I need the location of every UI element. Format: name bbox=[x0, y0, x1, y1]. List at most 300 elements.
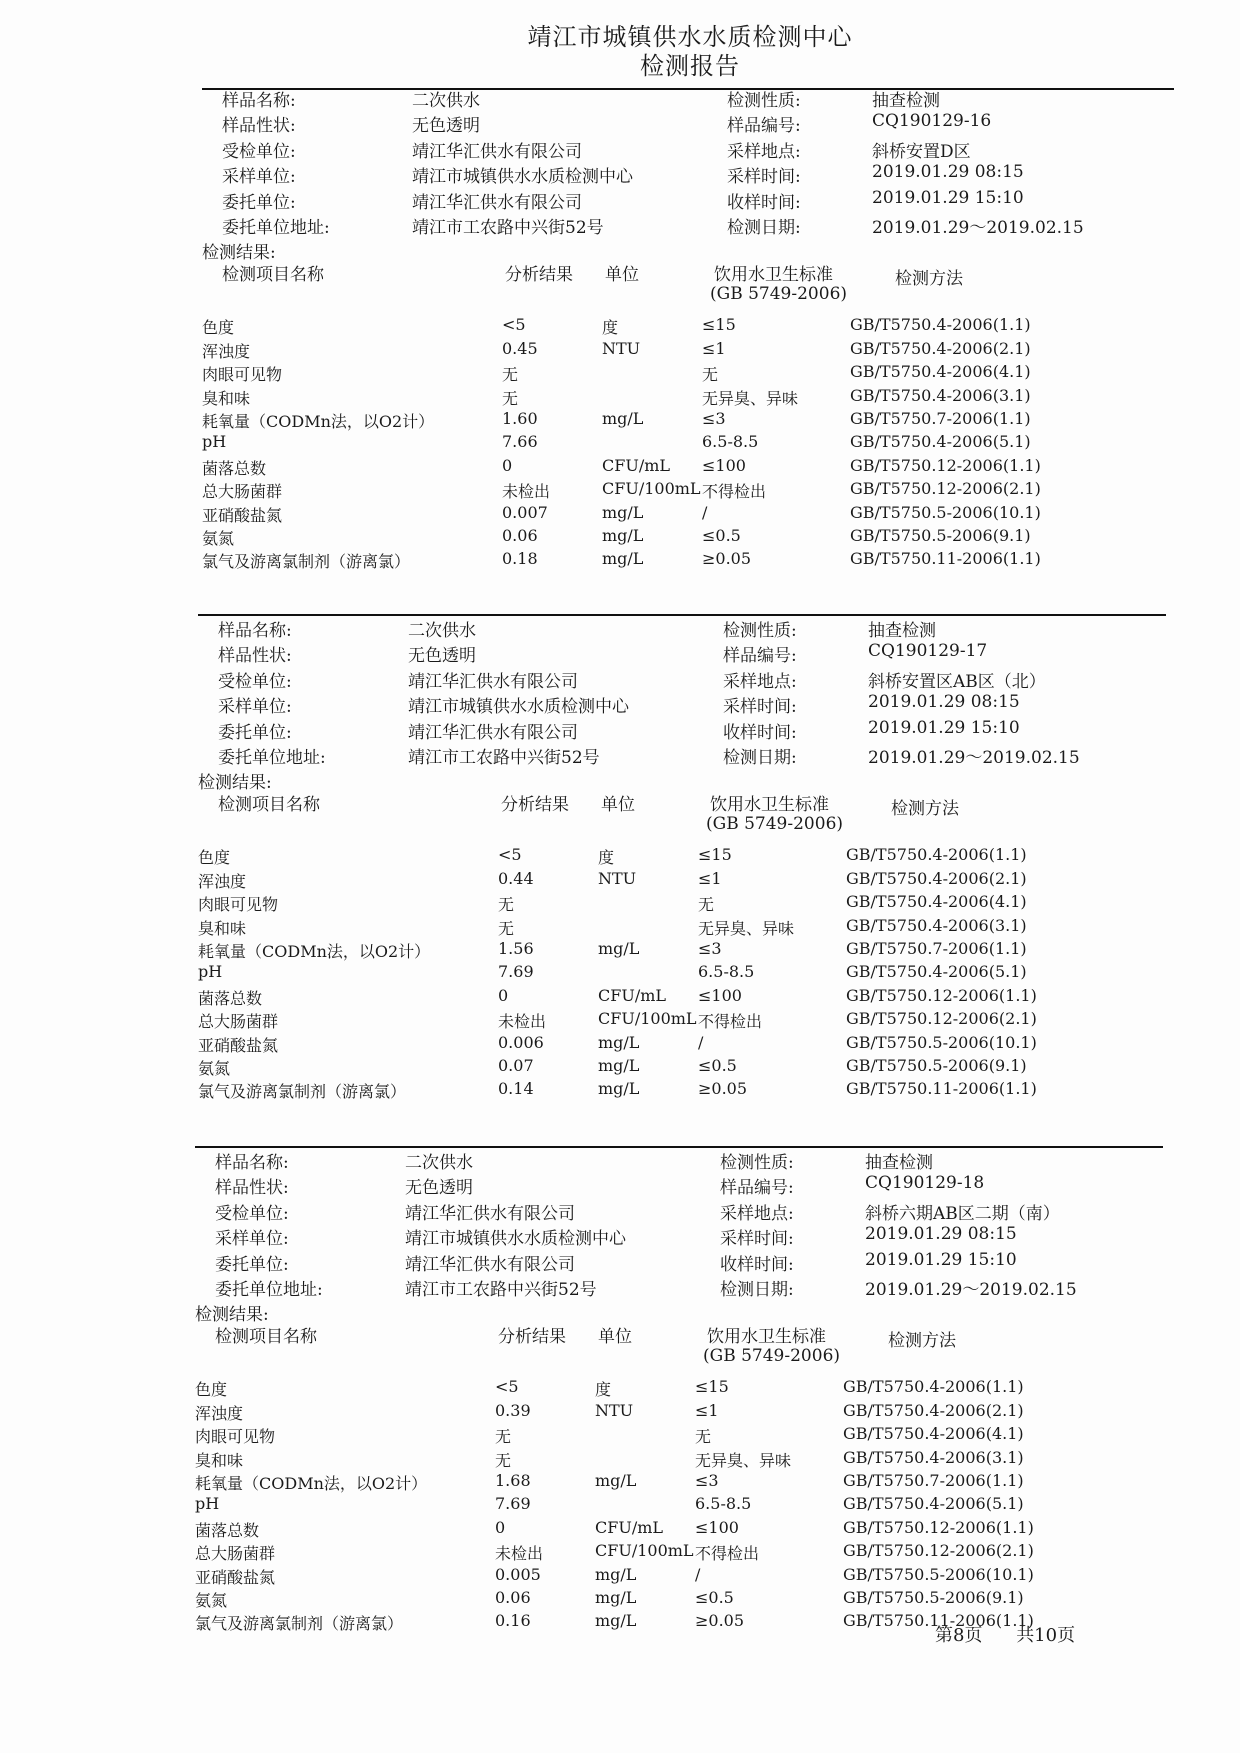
info-value-test-date: 2019.01.29～2019.02.15 bbox=[865, 1280, 1077, 1300]
cell-method: GB/T5750.4-2006(1.1) bbox=[850, 315, 1031, 335]
result-row-odor-taste bbox=[198, 916, 1158, 939]
info-value-sampling-site: 斜桥安置D区 bbox=[872, 141, 971, 162]
cell-result: 0.06 bbox=[495, 1588, 531, 1607]
cell-method: GB/T5750.12-2006(2.1) bbox=[843, 1541, 1034, 1561]
info-label-sampling-unit: 采样单位: bbox=[218, 697, 292, 718]
info-row bbox=[202, 86, 1162, 110]
cell-unit: mg/L bbox=[598, 1032, 640, 1052]
cell-method: GB/T5750.4-2006(3.1) bbox=[843, 1447, 1024, 1467]
result-row-visible-matter bbox=[198, 892, 1158, 915]
cell-standard: ≤0.5 bbox=[698, 1056, 737, 1075]
result-row-cod bbox=[198, 939, 1158, 962]
cell-result: 7.69 bbox=[495, 1494, 531, 1514]
cell-standard: / bbox=[695, 1564, 701, 1584]
info-row bbox=[198, 743, 1158, 767]
info-row bbox=[198, 718, 1158, 742]
cell-item: 肉眼可见物 bbox=[195, 1427, 276, 1447]
column-header-result: 分析结果 bbox=[505, 265, 573, 286]
info-label-sampling-time: 采样时间: bbox=[727, 167, 801, 188]
info-label-client-address: 委托单位地址: bbox=[215, 1280, 323, 1300]
page-number: 第8页 bbox=[935, 1625, 983, 1646]
cell-unit: mg/L bbox=[598, 939, 640, 958]
cell-unit: mg/L bbox=[595, 1588, 637, 1607]
report-block bbox=[198, 616, 1178, 1136]
cell-item: 臭和味 bbox=[198, 918, 247, 938]
result-row-coliform bbox=[198, 1009, 1158, 1032]
cell-item: 肉眼可见物 bbox=[198, 895, 279, 915]
info-value-sampling-unit: 靖江市城镇供水水质检测中心 bbox=[412, 167, 633, 188]
info-value-client-address: 靖江市工农路中兴街52号 bbox=[412, 218, 604, 238]
cell-unit: mg/L bbox=[598, 1056, 640, 1075]
cell-item: 色度 bbox=[202, 318, 235, 338]
cell-result: 无 bbox=[498, 895, 515, 915]
info-row bbox=[202, 137, 1162, 161]
cell-item: 亚硝酸盐氮 bbox=[195, 1567, 276, 1587]
result-row-cod bbox=[195, 1471, 1155, 1494]
cell-method: GB/T5750.4-2006(5.1) bbox=[846, 962, 1027, 982]
info-row bbox=[198, 692, 1158, 716]
info-label-sample-name: 样品名称: bbox=[218, 621, 292, 641]
cell-method: GB/T5750.5-2006(10.1) bbox=[850, 502, 1041, 522]
cell-item: 菌落总数 bbox=[195, 1520, 260, 1540]
cell-item: 色度 bbox=[195, 1380, 228, 1400]
cell-result: 0 bbox=[498, 985, 509, 1005]
result-row-nitrite bbox=[198, 1033, 1158, 1056]
info-row bbox=[195, 1224, 1155, 1248]
result-row-odor-taste bbox=[202, 386, 1162, 409]
column-header-standard-code: (GB 5749-2006) bbox=[706, 814, 844, 835]
info-value-sampling-unit: 靖江市城镇供水水质检测中心 bbox=[408, 697, 629, 718]
cell-result: 无 bbox=[502, 388, 519, 408]
info-label-client-address: 委托单位地址: bbox=[222, 218, 330, 238]
info-label-inspected-unit: 受检单位: bbox=[215, 1203, 289, 1224]
cell-result: 0 bbox=[495, 1517, 506, 1537]
info-label-sample-state: 样品性状: bbox=[222, 116, 296, 137]
cell-result: 0.005 bbox=[495, 1564, 541, 1584]
cell-method: GB/T5750.12-2006(1.1) bbox=[843, 1517, 1034, 1537]
cell-result: 0.06 bbox=[502, 526, 538, 545]
column-header-std: 饮用水卫生标准 bbox=[710, 795, 829, 816]
cell-unit: CFU/100mL bbox=[595, 1541, 694, 1561]
cell-standard: 不得检出 bbox=[695, 1544, 760, 1564]
cell-result: 未检出 bbox=[498, 1012, 547, 1032]
info-value-test-date: 2019.01.29～2019.02.15 bbox=[872, 218, 1084, 238]
cell-method: GB/T5750.12-2006(1.1) bbox=[850, 455, 1041, 475]
info-label-sample-state: 样品性状: bbox=[218, 646, 292, 667]
info-label-test-nature: 检测性质: bbox=[723, 621, 797, 641]
document-header bbox=[0, 22, 1240, 80]
cell-item: 总大肠菌群 bbox=[198, 1012, 279, 1032]
cell-method: GB/T5750.12-2006(2.1) bbox=[846, 1009, 1037, 1029]
info-label-client-unit: 委托单位: bbox=[218, 722, 292, 743]
cell-item: 氯气及游离氯制剂（游离氯） bbox=[198, 1082, 407, 1102]
result-row-colony-count bbox=[202, 456, 1162, 479]
result-row-ammonia bbox=[198, 1056, 1158, 1079]
cell-unit: CFU/100mL bbox=[602, 479, 701, 499]
info-value-client-address: 靖江市工农路中兴街52号 bbox=[405, 1280, 597, 1300]
cell-standard: 无异臭、异味 bbox=[695, 1450, 792, 1470]
document-title: 靖江市城镇供水水质检测中心 bbox=[527, 23, 853, 51]
results-label: 检测结果: bbox=[202, 243, 276, 264]
cell-standard: ≥0.05 bbox=[702, 549, 752, 569]
cell-item: 色度 bbox=[198, 848, 231, 868]
column-header-standard-code: (GB 5749-2006) bbox=[710, 284, 848, 305]
cell-standard: / bbox=[702, 502, 708, 522]
cell-standard: ≤3 bbox=[698, 939, 722, 958]
info-label-client-address: 委托单位地址: bbox=[218, 748, 326, 768]
column-header-result: 分析结果 bbox=[498, 1327, 566, 1348]
cell-unit: mg/L bbox=[602, 502, 644, 522]
cell-method: GB/T5750.4-2006(4.1) bbox=[850, 362, 1031, 382]
result-row-colony-count bbox=[195, 1518, 1155, 1541]
info-row bbox=[202, 213, 1162, 237]
cell-result: 无 bbox=[502, 365, 519, 385]
cell-item: 肉眼可见物 bbox=[202, 365, 283, 385]
cell-unit: 度 bbox=[602, 318, 619, 338]
cell-unit: 度 bbox=[598, 848, 615, 868]
cell-unit: 度 bbox=[595, 1380, 612, 1400]
cell-result: 0.39 bbox=[495, 1400, 531, 1420]
cell-result: 0.007 bbox=[502, 502, 548, 522]
result-row-turbidity bbox=[195, 1401, 1155, 1424]
cell-result: 无 bbox=[495, 1427, 512, 1447]
cell-method: GB/T5750.12-2006(2.1) bbox=[850, 479, 1041, 499]
info-row bbox=[202, 111, 1162, 135]
cell-standard: ≤3 bbox=[695, 1471, 719, 1490]
cell-method: GB/T5750.5-2006(9.1) bbox=[846, 1056, 1027, 1075]
page-total: 共10页 bbox=[1016, 1625, 1076, 1646]
cell-standard: ≤1 bbox=[695, 1400, 719, 1420]
info-value-sampling-site: 斜桥安置区AB区（北） bbox=[868, 671, 1046, 692]
cell-item: 浑浊度 bbox=[198, 871, 247, 891]
info-row bbox=[195, 1199, 1155, 1223]
cell-item: pH bbox=[202, 432, 227, 452]
info-label-receive-time: 收样时间: bbox=[723, 722, 797, 743]
cell-standard: ≤0.5 bbox=[702, 526, 741, 545]
result-row-odor-taste bbox=[195, 1448, 1155, 1471]
cell-result: 1.56 bbox=[498, 939, 534, 958]
cell-result: 0.44 bbox=[498, 868, 534, 888]
cell-item: 氯气及游离氯制剂（游离氯） bbox=[195, 1614, 404, 1634]
column-header-name: 检测项目名称 bbox=[222, 265, 324, 286]
info-value-sample-name: 二次供水 bbox=[405, 1153, 473, 1173]
cell-item: pH bbox=[198, 962, 223, 982]
column-header-method: 检测方法 bbox=[891, 799, 959, 820]
result-row-turbidity bbox=[198, 869, 1158, 892]
cell-method: GB/T5750.7-2006(1.1) bbox=[846, 939, 1027, 958]
report-block bbox=[202, 86, 1182, 606]
cell-result: 1.68 bbox=[495, 1471, 531, 1490]
column-header-method: 检测方法 bbox=[895, 269, 963, 290]
cell-item: 臭和味 bbox=[202, 388, 251, 408]
info-label-test-nature: 检测性质: bbox=[727, 91, 801, 111]
info-row bbox=[195, 1275, 1155, 1299]
info-label-sampling-unit: 采样单位: bbox=[215, 1229, 289, 1250]
cell-method: GB/T5750.7-2006(1.1) bbox=[850, 409, 1031, 428]
report-block bbox=[195, 1148, 1175, 1668]
result-row-ph bbox=[195, 1494, 1155, 1517]
info-row bbox=[198, 641, 1158, 665]
info-row bbox=[202, 188, 1162, 212]
cell-standard: ≥0.05 bbox=[698, 1079, 748, 1099]
info-value-client-unit: 靖江华汇供水有限公司 bbox=[405, 1254, 575, 1275]
result-row-ph bbox=[202, 432, 1162, 455]
info-value-receive-time: 2019.01.29 15:10 bbox=[868, 717, 1020, 738]
info-row bbox=[202, 162, 1162, 186]
info-value-test-nature: 抽查检测 bbox=[865, 1153, 933, 1173]
info-row bbox=[198, 616, 1158, 640]
info-label-client-unit: 委托单位: bbox=[222, 192, 296, 213]
result-row-visible-matter bbox=[195, 1424, 1155, 1447]
cell-standard: ≤0.5 bbox=[695, 1588, 734, 1607]
cell-method: GB/T5750.4-2006(5.1) bbox=[843, 1494, 1024, 1514]
info-value-inspected-unit: 靖江华汇供水有限公司 bbox=[412, 141, 582, 162]
page-footer bbox=[935, 1621, 1103, 1647]
cell-standard: 无 bbox=[695, 1427, 712, 1447]
cell-result: 0.14 bbox=[498, 1079, 534, 1099]
cell-standard: / bbox=[698, 1032, 704, 1052]
cell-method: GB/T5750.4-2006(2.1) bbox=[850, 338, 1031, 358]
result-row-turbidity bbox=[202, 339, 1162, 362]
info-value-test-nature: 抽查检测 bbox=[872, 91, 940, 111]
cell-item: 浑浊度 bbox=[202, 341, 251, 361]
cell-item: 耗氧量（CODMn法，以O2计） bbox=[198, 942, 431, 961]
result-row-ammonia bbox=[202, 526, 1162, 549]
info-row bbox=[198, 667, 1158, 691]
info-value-sample-state: 无色透明 bbox=[405, 1178, 473, 1199]
cell-item: 耗氧量（CODMn法，以O2计） bbox=[202, 412, 435, 431]
info-value-sampling-time: 2019.01.29 08:15 bbox=[865, 1224, 1017, 1245]
info-value-test-date: 2019.01.29～2019.02.15 bbox=[868, 748, 1080, 768]
cell-method: GB/T5750.4-2006(4.1) bbox=[843, 1424, 1024, 1444]
cell-standard: ≥0.05 bbox=[695, 1611, 745, 1631]
cell-method: GB/T5750.4-2006(1.1) bbox=[843, 1377, 1024, 1397]
cell-item: 氨氮 bbox=[202, 529, 235, 548]
result-row-ammonia bbox=[195, 1588, 1155, 1611]
cell-standard: 无 bbox=[702, 365, 719, 385]
cell-method: GB/T5750.4-2006(4.1) bbox=[846, 892, 1027, 912]
column-header-std: 饮用水卫生标准 bbox=[714, 265, 833, 286]
cell-unit: CFU/mL bbox=[595, 1517, 664, 1537]
cell-method: GB/T5750.11-2006(1.1) bbox=[850, 549, 1041, 569]
cell-standard: 无异臭、异味 bbox=[698, 918, 795, 938]
column-header-name: 检测项目名称 bbox=[215, 1327, 317, 1348]
document-subtitle: 检测报告 bbox=[640, 52, 740, 80]
info-value-sampling-time: 2019.01.29 08:15 bbox=[868, 692, 1020, 713]
info-value-inspected-unit: 靖江华汇供水有限公司 bbox=[408, 671, 578, 692]
column-header-unit: 单位 bbox=[601, 795, 635, 816]
cell-standard: ≤15 bbox=[695, 1377, 729, 1397]
cell-method: GB/T5750.4-2006(5.1) bbox=[850, 432, 1031, 452]
cell-result: 7.66 bbox=[502, 432, 538, 452]
result-row-coliform bbox=[202, 479, 1162, 502]
info-value-client-address: 靖江市工农路中兴街52号 bbox=[408, 748, 600, 768]
result-row-chlorine bbox=[202, 549, 1162, 572]
cell-method: GB/T5750.4-2006(2.1) bbox=[846, 868, 1027, 888]
result-row-colony-count bbox=[198, 986, 1158, 1009]
cell-result: 0.006 bbox=[498, 1032, 544, 1052]
cell-method: GB/T5750.5-2006(10.1) bbox=[846, 1032, 1037, 1052]
cell-result: <5 bbox=[495, 1377, 519, 1397]
cell-method: GB/T5750.12-2006(1.1) bbox=[846, 985, 1037, 1005]
result-row-color bbox=[202, 315, 1162, 338]
column-header-name: 检测项目名称 bbox=[218, 795, 320, 816]
info-label-sampling-site: 采样地点: bbox=[720, 1203, 794, 1224]
info-value-sampling-time: 2019.01.29 08:15 bbox=[872, 162, 1024, 183]
cell-item: 总大肠菌群 bbox=[195, 1544, 276, 1564]
info-label-sampling-unit: 采样单位: bbox=[222, 167, 296, 188]
cell-method: GB/T5750.5-2006(10.1) bbox=[843, 1564, 1034, 1584]
info-label-sample-no: 样品编号: bbox=[727, 116, 801, 137]
info-value-sample-no: CQ190129-17 bbox=[868, 641, 988, 662]
cell-unit: CFU/mL bbox=[598, 985, 667, 1005]
cell-standard: ≤15 bbox=[702, 315, 736, 335]
cell-result: 1.60 bbox=[502, 409, 538, 428]
info-value-client-unit: 靖江华汇供水有限公司 bbox=[408, 722, 578, 743]
cell-item: 菌落总数 bbox=[202, 458, 267, 478]
cell-method: GB/T5750.11-2006(1.1) bbox=[843, 1611, 1034, 1631]
cell-standard: ≤1 bbox=[702, 338, 726, 358]
cell-standard: ≤3 bbox=[702, 409, 726, 428]
info-label-receive-time: 收样时间: bbox=[720, 1254, 794, 1275]
result-row-color bbox=[198, 845, 1158, 868]
result-row-color bbox=[195, 1377, 1155, 1400]
cell-unit: mg/L bbox=[595, 1564, 637, 1584]
info-value-test-nature: 抽查检测 bbox=[868, 621, 936, 641]
cell-method: GB/T5750.4-2006(1.1) bbox=[846, 845, 1027, 865]
cell-item: 浑浊度 bbox=[195, 1403, 244, 1423]
cell-method: GB/T5750.4-2006(2.1) bbox=[843, 1400, 1024, 1420]
cell-unit: mg/L bbox=[602, 549, 644, 569]
cell-unit: mg/L bbox=[602, 409, 644, 428]
cell-unit: NTU bbox=[602, 338, 641, 358]
info-label-sampling-site: 采样地点: bbox=[727, 141, 801, 162]
info-value-inspected-unit: 靖江华汇供水有限公司 bbox=[405, 1203, 575, 1224]
cell-result: 未检出 bbox=[502, 482, 551, 502]
info-value-sample-state: 无色透明 bbox=[408, 646, 476, 667]
cell-standard: ≤100 bbox=[698, 985, 742, 1005]
info-label-sample-name: 样品名称: bbox=[222, 91, 296, 111]
cell-result: 0.18 bbox=[502, 549, 538, 569]
cell-unit: NTU bbox=[598, 868, 637, 888]
info-label-test-nature: 检测性质: bbox=[720, 1153, 794, 1173]
cell-result: 无 bbox=[495, 1450, 512, 1470]
cell-item: 总大肠菌群 bbox=[202, 482, 283, 502]
cell-standard: 无异臭、异味 bbox=[702, 388, 799, 408]
column-header-unit: 单位 bbox=[598, 1327, 632, 1348]
cell-item: 亚硝酸盐氮 bbox=[198, 1035, 279, 1055]
cell-standard: ≤100 bbox=[695, 1517, 739, 1537]
info-row bbox=[195, 1173, 1155, 1197]
cell-method: GB/T5750.5-2006(9.1) bbox=[843, 1588, 1024, 1607]
cell-item: 耗氧量（CODMn法，以O2计） bbox=[195, 1474, 428, 1493]
result-row-cod bbox=[202, 409, 1162, 432]
result-row-ph bbox=[198, 962, 1158, 985]
info-value-sampling-unit: 靖江市城镇供水水质检测中心 bbox=[405, 1229, 626, 1250]
info-label-sample-no: 样品编号: bbox=[723, 646, 797, 667]
info-row bbox=[195, 1148, 1155, 1172]
cell-result: 0.45 bbox=[502, 338, 538, 358]
cell-unit: mg/L bbox=[595, 1471, 637, 1490]
info-label-sample-state: 样品性状: bbox=[215, 1178, 289, 1199]
cell-standard: 不得检出 bbox=[698, 1012, 763, 1032]
info-label-sampling-time: 采样时间: bbox=[723, 697, 797, 718]
info-value-sample-state: 无色透明 bbox=[412, 116, 480, 137]
cell-method: GB/T5750.4-2006(3.1) bbox=[850, 385, 1031, 405]
info-label-client-unit: 委托单位: bbox=[215, 1254, 289, 1275]
cell-item: 菌落总数 bbox=[198, 988, 263, 1008]
cell-result: <5 bbox=[502, 315, 526, 335]
cell-method: GB/T5750.4-2006(3.1) bbox=[846, 915, 1027, 935]
column-header-result: 分析结果 bbox=[501, 795, 569, 816]
info-value-sample-name: 二次供水 bbox=[408, 621, 476, 641]
info-value-sample-name: 二次供水 bbox=[412, 91, 480, 111]
cell-item: 臭和味 bbox=[195, 1450, 244, 1470]
info-label-sampling-site: 采样地点: bbox=[723, 671, 797, 692]
cell-item: 氨氮 bbox=[198, 1059, 231, 1078]
info-value-sample-no: CQ190129-16 bbox=[872, 111, 992, 132]
cell-item: 亚硝酸盐氮 bbox=[202, 505, 283, 525]
results-label: 检测结果: bbox=[195, 1305, 269, 1326]
result-row-nitrite bbox=[202, 503, 1162, 526]
cell-item: pH bbox=[195, 1494, 220, 1514]
info-label-inspected-unit: 受检单位: bbox=[218, 671, 292, 692]
column-header-unit: 单位 bbox=[605, 265, 639, 286]
info-value-receive-time: 2019.01.29 15:10 bbox=[865, 1249, 1017, 1270]
info-label-inspected-unit: 受检单位: bbox=[222, 141, 296, 162]
cell-result: 0.07 bbox=[498, 1056, 534, 1075]
results-label: 检测结果: bbox=[198, 773, 272, 794]
cell-standard: ≤1 bbox=[698, 868, 722, 888]
cell-result: 无 bbox=[498, 918, 515, 938]
cell-standard: 6.5-8.5 bbox=[695, 1494, 752, 1514]
info-value-sampling-site: 斜桥六期AB区二期（南） bbox=[865, 1203, 1060, 1224]
cell-result: 未检出 bbox=[495, 1544, 544, 1564]
info-value-client-unit: 靖江华汇供水有限公司 bbox=[412, 192, 582, 213]
cell-result: 0 bbox=[502, 455, 513, 475]
result-row-nitrite bbox=[195, 1565, 1155, 1588]
cell-unit: NTU bbox=[595, 1400, 634, 1420]
cell-unit: mg/L bbox=[598, 1079, 640, 1099]
cell-standard: ≤15 bbox=[698, 845, 732, 865]
cell-standard: ≤100 bbox=[702, 455, 746, 475]
cell-unit: mg/L bbox=[602, 526, 644, 545]
cell-standard: 不得检出 bbox=[702, 482, 767, 502]
cell-standard: 6.5-8.5 bbox=[698, 962, 755, 982]
result-row-coliform bbox=[195, 1541, 1155, 1564]
info-label-receive-time: 收样时间: bbox=[727, 192, 801, 213]
column-header-standard-code: (GB 5749-2006) bbox=[703, 1346, 841, 1367]
info-label-test-date: 检测日期: bbox=[720, 1280, 794, 1300]
cell-unit: mg/L bbox=[595, 1611, 637, 1631]
cell-result: <5 bbox=[498, 845, 522, 865]
cell-method: GB/T5750.7-2006(1.1) bbox=[843, 1471, 1024, 1490]
cell-item: 氨氮 bbox=[195, 1591, 228, 1610]
cell-standard: 无 bbox=[698, 895, 715, 915]
info-label-sampling-time: 采样时间: bbox=[720, 1229, 794, 1250]
info-label-sample-name: 样品名称: bbox=[215, 1153, 289, 1173]
cell-method: GB/T5750.5-2006(9.1) bbox=[850, 526, 1031, 545]
cell-item: 氯气及游离氯制剂（游离氯） bbox=[202, 552, 411, 572]
result-row-visible-matter bbox=[202, 362, 1162, 385]
info-value-receive-time: 2019.01.29 15:10 bbox=[872, 187, 1024, 208]
cell-standard: 6.5-8.5 bbox=[702, 432, 759, 452]
cell-method: GB/T5750.11-2006(1.1) bbox=[846, 1079, 1037, 1099]
info-label-test-date: 检测日期: bbox=[723, 748, 797, 768]
info-label-test-date: 检测日期: bbox=[727, 218, 801, 238]
cell-result: 7.69 bbox=[498, 962, 534, 982]
cell-result: 0.16 bbox=[495, 1611, 531, 1631]
